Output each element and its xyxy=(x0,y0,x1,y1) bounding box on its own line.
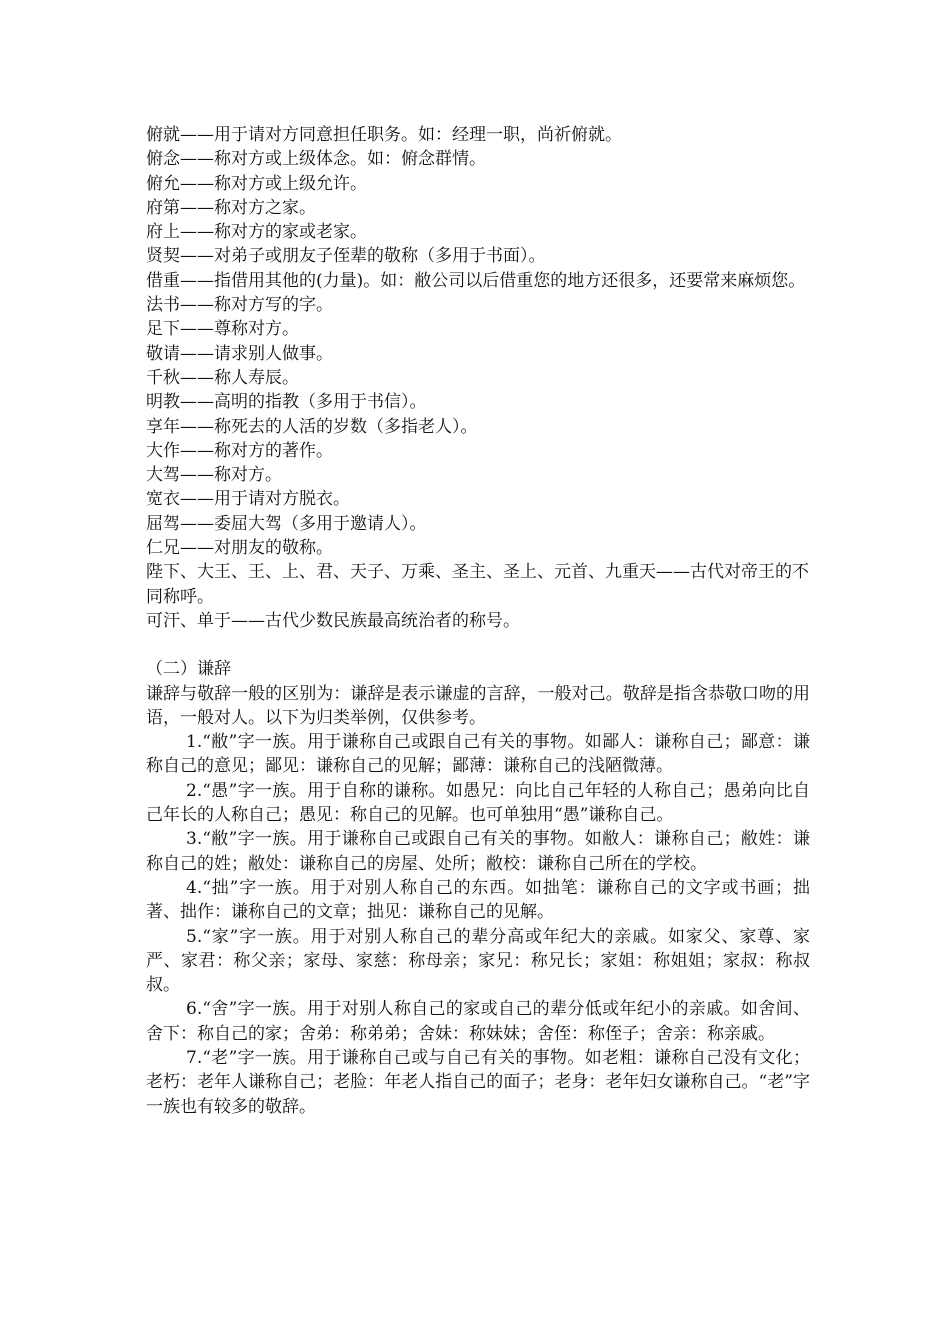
dash: —— xyxy=(180,295,214,316)
meaning: 称对方的家或老家。 xyxy=(214,222,367,243)
honorific-entry xyxy=(146,415,810,439)
honorific-entry xyxy=(146,196,810,220)
list-item: 6.“舍”字一族。用于对别人称自己的家或自己的辈分低或年纪小的亲戚。如舍间、舍下：称自己的家；舍弟：称弟弟；舍妹：称妹妹；舍侄：称侄子；舍亲：称亲戚。 xyxy=(146,999,810,1044)
honorific-entry xyxy=(146,342,810,366)
dash: —— xyxy=(231,610,265,631)
honorific-entry xyxy=(146,220,810,244)
term: 陛下、大王、王、上、君、天子、万乘、圣主、圣上、元首、九重天 xyxy=(146,562,656,583)
dash: —— xyxy=(180,392,214,413)
meaning: 委屈大驾（多用于邀请人）。 xyxy=(214,513,427,534)
section-gap xyxy=(146,633,810,657)
term: 足下 xyxy=(146,319,180,340)
term: 大作 xyxy=(146,440,180,461)
term: 贤契 xyxy=(146,246,180,267)
list-item: 4.“拙”字一族。用于对别人称自己的东西。如拙笔：谦称自己的文字或书画；拙著、拙作：谦称自己的文章；拙见：谦称自己的见解。 xyxy=(146,877,810,923)
term: 俯就 xyxy=(146,125,180,145)
meaning: 尊称对方。 xyxy=(214,319,299,340)
honorific-entry xyxy=(146,172,810,196)
meaning: 称死去的人活的岁数（多指老人）。 xyxy=(214,416,478,437)
meaning: 称对方的著作。 xyxy=(214,440,333,461)
document-page xyxy=(146,123,810,1119)
section-intro: 谦辞与敬辞一般的区别为：谦辞是表示谦虚的言辞，一般对己。敬辞是指含恭敬口吻的用语，一般对人。以下为归类举例，仅供参考。 xyxy=(146,683,810,728)
dash: —— xyxy=(656,562,690,583)
meaning: 称对方之家。 xyxy=(214,197,316,218)
dash: —— xyxy=(180,440,214,461)
term: 俯允 xyxy=(146,173,180,194)
meaning: 称对方或上级允许。 xyxy=(214,173,367,194)
meaning: 高明的指教（多用于书信）。 xyxy=(214,392,427,413)
honorific-entry xyxy=(146,536,810,560)
term: 明教 xyxy=(146,392,180,413)
list-item: 5.“家”字一族。用于对别人称自己的辈分高或年纪大的亲戚。如家父、家尊、家严、家君：称父亲；家母、家慈：称母亲；家兄：称兄长；家姐：称姐姐；家叔：称叔叔。 xyxy=(146,926,810,996)
term: 大驾 xyxy=(146,465,180,486)
meaning: 用于请对方脱衣。 xyxy=(214,489,350,510)
honorific-entry xyxy=(146,147,810,171)
meaning: 用于请对方同意担任职务。如：经理一职，尚祈俯就。 xyxy=(214,125,622,145)
honorific-list xyxy=(146,123,810,633)
honorific-entry xyxy=(146,244,810,268)
dash: —— xyxy=(180,416,214,437)
meaning: 称对方或上级体念。如：俯念群情。 xyxy=(214,149,486,170)
honorific-entry xyxy=(146,366,810,390)
term: 千秋 xyxy=(146,367,180,388)
term: 可汗、单于 xyxy=(146,610,231,631)
dash: —— xyxy=(180,367,214,388)
honorific-entry xyxy=(146,560,810,609)
honorific-entry xyxy=(146,269,810,293)
dash: —— xyxy=(180,149,214,170)
list-item: 3.“敝”字一族。用于谦称自己或跟自己有关的事物。如敝人：谦称自己；敝姓：谦称自己的姓；敝处：谦称自己的房屋、处所；敝校：谦称自己所在的学校。 xyxy=(146,829,810,874)
honorific-entry xyxy=(146,123,810,147)
honorific-entry xyxy=(146,317,810,341)
meaning: 古代对帝王的不同称呼。 xyxy=(146,562,809,607)
term: 敬请 xyxy=(146,343,180,364)
list-item: 1.“敝”字一族。用于谦称自己或跟自己有关的事物。如鄙人：谦称自己；鄙意：谦称自己的意见；鄙见：谦称自己的见解；鄙薄：谦称自己的浅陋微薄。 xyxy=(146,732,810,777)
term: 借重 xyxy=(146,270,180,291)
term: 屈驾 xyxy=(146,513,180,534)
dash: —— xyxy=(180,319,214,340)
dash: —— xyxy=(180,538,214,559)
meaning: 称人寿辰。 xyxy=(214,367,299,388)
term: 法书 xyxy=(146,295,180,316)
term: 俯念 xyxy=(146,149,180,170)
dash: —— xyxy=(180,125,214,145)
meaning: 称对方写的字。 xyxy=(214,295,333,316)
meaning: 请求别人做事。 xyxy=(214,343,333,364)
term: 仁兄 xyxy=(146,538,180,559)
meaning: 古代少数民族最高统治者的称号。 xyxy=(265,610,520,631)
meaning: 对弟子或朋友子侄辈的敬称（多用于书面）。 xyxy=(214,246,546,267)
section-heading: （二）谦辞 xyxy=(146,659,231,680)
honorific-entry xyxy=(146,439,810,463)
dash: —— xyxy=(180,513,214,534)
dash: —— xyxy=(180,246,214,267)
honorific-entry xyxy=(146,512,810,536)
meaning: 称对方。 xyxy=(214,465,282,486)
honorific-entry xyxy=(146,390,810,414)
dash: —— xyxy=(180,465,214,486)
term: 宽衣 xyxy=(146,489,180,510)
honorific-entry xyxy=(146,609,810,633)
dash: —— xyxy=(180,343,214,364)
term: 府上 xyxy=(146,222,180,243)
dash: —— xyxy=(180,270,214,291)
list-item: 7.“老”字一族。用于谦称自己或与自己有关的事物。如老粗：谦称自己没有文化；老朽：老年人谦称自己；老脸：年老人指自己的面子；老身：老年妇女谦称自己。“老”字一族也有较多的敬辞。 xyxy=(146,1047,810,1117)
dash: —— xyxy=(180,197,214,218)
term: 享年 xyxy=(146,416,180,437)
honorific-entry xyxy=(146,487,810,511)
term: 府第 xyxy=(146,197,180,218)
meaning: 指借用其他的(力量)。如：敝公司以后借重您的地方还很多，还要常来麻烦您。 xyxy=(214,270,806,291)
dash: —— xyxy=(180,173,214,194)
honorific-entry xyxy=(146,293,810,317)
meaning: 对朋友的敬称。 xyxy=(214,538,333,559)
dash: —— xyxy=(180,489,214,510)
list-item: 2.“愚”字一族。用于自称的谦称。如愚兄：向比自己年轻的人称自己；愚弟向比自己年长的人称自己；愚见：称自己的见解。也可单独用“愚”谦称自己。 xyxy=(146,780,810,826)
dash: —— xyxy=(180,222,214,243)
honorific-entry xyxy=(146,463,810,487)
